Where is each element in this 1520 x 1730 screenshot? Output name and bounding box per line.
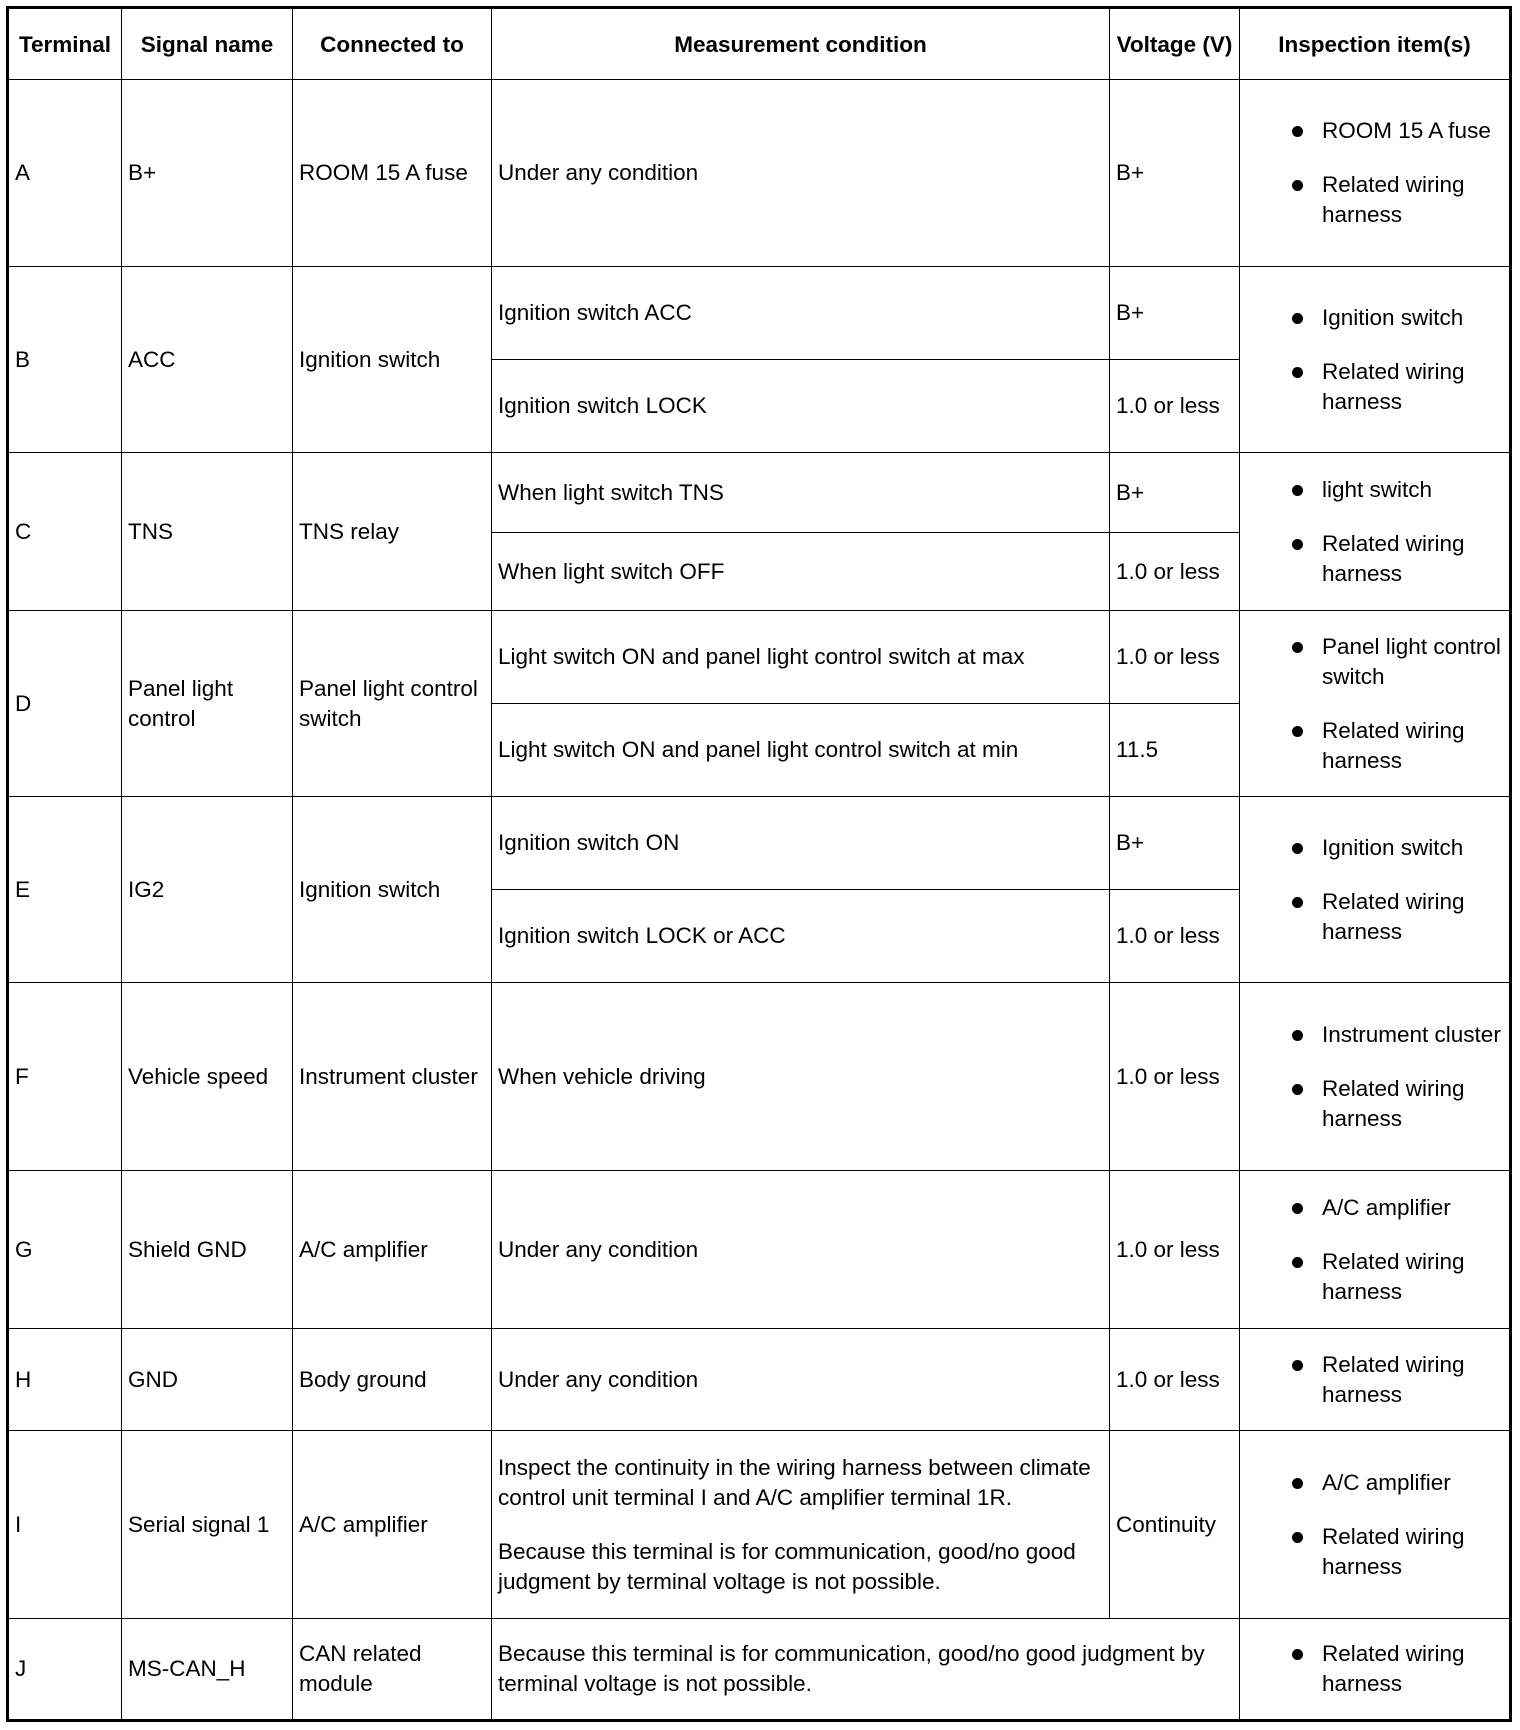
header-voltage: Voltage (V) (1110, 8, 1240, 80)
voltage-cell: 1.0 or less (1110, 890, 1240, 983)
bullet-icon (1292, 642, 1303, 653)
inspection-item (1246, 1247, 1503, 1307)
bullet-icon (1292, 1203, 1303, 1214)
bullet-icon (1292, 1360, 1303, 1371)
bullet-icon (1292, 1649, 1303, 1660)
header-row (8, 8, 1511, 80)
inspection-item (1246, 170, 1503, 230)
inspection-item-label: ROOM 15 A fuse (1322, 118, 1491, 143)
inspection-item-label: Related wiring harness (1322, 1075, 1465, 1131)
bullet-icon (1292, 1257, 1303, 1268)
header-inspection-items: Inspection item(s) (1240, 8, 1511, 80)
bullet-icon (1292, 485, 1303, 496)
inspection-item-label: Ignition switch (1322, 834, 1464, 860)
inspection-list (1246, 1350, 1503, 1410)
table-row (8, 453, 1511, 533)
inspection-item-label: light switch (1322, 476, 1433, 502)
measurement-condition-cell: When light switch OFF (492, 533, 1110, 611)
voltage-cell: Continuity (1110, 1431, 1240, 1619)
voltage-cell: 1.0 or less (1110, 611, 1240, 704)
inspection-item (1246, 303, 1503, 333)
inspection-item (1246, 116, 1503, 146)
terminal-cell: H (8, 1329, 122, 1431)
voltage-cell: 1.0 or less (1110, 983, 1240, 1171)
inspection-item-label: Instrument cluster (1322, 1021, 1501, 1047)
inspection-list (1246, 475, 1503, 589)
header-measurement-condition: Measurement condition (492, 8, 1110, 80)
connected-to-cell: A/C amplifier (293, 1431, 492, 1619)
inspection-list (1246, 1468, 1503, 1582)
table-row (8, 797, 1511, 890)
inspection-items-cell (1240, 267, 1511, 453)
measurement-condition-cell (492, 1431, 1110, 1619)
inspection-items-cell (1240, 1431, 1511, 1619)
inspection-item (1246, 529, 1503, 589)
table-row (8, 267, 1511, 360)
connected-to-cell: Panel light control switch (293, 611, 492, 797)
inspection-item (1246, 1522, 1503, 1582)
document (6, 6, 1512, 1722)
header-signal-name: Signal name (122, 8, 293, 80)
inspection-items-cell (1240, 983, 1511, 1171)
signal-name-cell: Shield GND (122, 1171, 293, 1329)
inspection-item (1246, 1074, 1503, 1134)
table-row (8, 1329, 1511, 1431)
measurement-condition-cell: Under any condition (492, 80, 1110, 267)
terminal-cell: E (8, 797, 122, 983)
voltage-cell: B+ (1110, 80, 1240, 267)
connected-to-cell: A/C amplifier (293, 1171, 492, 1329)
signal-name-cell: ACC (122, 267, 293, 453)
bullet-icon (1292, 367, 1303, 378)
bullet-icon (1292, 726, 1303, 737)
inspection-item-label: A/C amplifier (1322, 1469, 1451, 1495)
inspection-items-cell (1240, 80, 1511, 267)
inspection-item (1246, 1193, 1503, 1223)
voltage-cell: 1.0 or less (1110, 1171, 1240, 1329)
bullet-icon (1292, 1030, 1303, 1041)
terminal-cell: G (8, 1171, 122, 1329)
inspection-item-label: Related wiring harness (1322, 530, 1465, 586)
bullet-icon (1292, 897, 1303, 908)
terminal-cell: F (8, 983, 122, 1171)
bullet-icon (1292, 1478, 1303, 1489)
inspection-items-cell (1240, 797, 1511, 983)
measurement-condition-cell: When vehicle driving (492, 983, 1110, 1171)
signal-name-cell: Vehicle speed (122, 983, 293, 1171)
table-row (8, 1619, 1511, 1721)
inspection-item (1246, 475, 1503, 505)
inspection-item-label: Related wiring harness (1322, 1523, 1465, 1579)
voltage-cell: 1.0 or less (1110, 1329, 1240, 1431)
signal-name-cell: B+ (122, 80, 293, 267)
inspection-item (1246, 632, 1503, 692)
inspection-item-label: Related wiring harness (1322, 1351, 1465, 1407)
inspection-item (1246, 833, 1503, 863)
inspection-list (1246, 632, 1503, 776)
terminal-cell: I (8, 1431, 122, 1619)
bullet-icon (1292, 539, 1303, 550)
table-row (8, 983, 1511, 1171)
measurement-condition-cell: Ignition switch LOCK or ACC (492, 890, 1110, 983)
table-row (8, 80, 1511, 267)
header-connected-to: Connected to (293, 8, 492, 80)
inspection-items-cell (1240, 1619, 1511, 1721)
bullet-icon (1292, 313, 1303, 324)
voltage-cell: 11.5 (1110, 704, 1240, 797)
inspection-list (1246, 116, 1503, 230)
measurement-condition-cell: Under any condition (492, 1171, 1110, 1329)
bullet-icon (1292, 843, 1303, 854)
measurement-paragraph: Inspect the continuity in the wiring harness between climate control unit terminal I and A/C amplifier terminal 1R. (498, 1454, 1091, 1510)
inspection-list (1246, 303, 1503, 417)
bullet-icon (1292, 180, 1303, 191)
inspection-item (1246, 1350, 1503, 1410)
signal-name-cell: GND (122, 1329, 293, 1431)
inspection-items-cell (1240, 1171, 1511, 1329)
measurement-condition-cell: Ignition switch ON (492, 797, 1110, 890)
inspection-item-label: Related wiring harness (1322, 172, 1465, 227)
voltage-cell: B+ (1110, 453, 1240, 533)
terminal-cell: D (8, 611, 122, 797)
terminal-cell: J (8, 1619, 122, 1721)
inspection-list (1246, 1193, 1503, 1307)
inspection-item-label: Ignition switch (1322, 304, 1464, 330)
inspection-items-cell (1240, 1329, 1511, 1431)
connected-to-cell: Ignition switch (293, 267, 492, 453)
table-row (8, 1171, 1511, 1329)
measurement-condition-cell: Light switch ON and panel light control switch at max (492, 611, 1110, 704)
signal-name-cell: IG2 (122, 797, 293, 983)
bullet-icon (1292, 1084, 1303, 1095)
connected-to-cell: Ignition switch (293, 797, 492, 983)
inspection-list (1246, 1020, 1503, 1134)
measurement-condition-cell: Under any condition (492, 1329, 1110, 1431)
terminal-cell: B (8, 267, 122, 453)
inspection-item (1246, 887, 1503, 947)
measurement-paragraph: Because this terminal is for communication, good/no good judgment by terminal voltage is not possible. (498, 1538, 1076, 1594)
measurement-condition-cell: Because this terminal is for communication, good/no good judgment by terminal voltage is not possible. (492, 1619, 1240, 1721)
connected-to-cell: Body ground (293, 1329, 492, 1431)
signal-name-cell: Panel light control (122, 611, 293, 797)
table-row (8, 1431, 1511, 1619)
connected-to-cell: ROOM 15 A fuse (293, 80, 492, 267)
voltage-cell: 1.0 or less (1110, 533, 1240, 611)
signal-name-cell: TNS (122, 453, 293, 611)
inspection-item (1246, 357, 1503, 417)
inspection-items-cell (1240, 453, 1511, 611)
connected-to-cell: Instrument cluster (293, 983, 492, 1171)
header-terminal: Terminal (8, 8, 122, 80)
bullet-icon (1292, 126, 1303, 137)
voltage-cell: B+ (1110, 267, 1240, 360)
inspection-item-label: Panel light control switch (1322, 633, 1501, 689)
measurement-condition-cell: Light switch ON and panel light control switch at min (492, 704, 1110, 797)
inspection-list (1246, 833, 1503, 947)
inspection-item-label: A/C amplifier (1322, 1194, 1451, 1220)
inspection-item (1246, 1468, 1503, 1498)
inspection-item-label: Related wiring harness (1322, 888, 1465, 944)
connected-to-cell: TNS relay (293, 453, 492, 611)
bullet-icon (1292, 1532, 1303, 1543)
voltage-cell: B+ (1110, 797, 1240, 890)
table-row (8, 611, 1511, 704)
inspection-item-label: Related wiring harness (1322, 1641, 1465, 1696)
terminal-cell: A (8, 80, 122, 267)
inspection-item-label: Related wiring harness (1322, 1248, 1465, 1304)
signal-name-cell: Serial signal 1 (122, 1431, 293, 1619)
terminal-spec-table (6, 6, 1512, 1722)
connected-to-cell: CAN related module (293, 1619, 492, 1721)
inspection-item (1246, 1020, 1503, 1050)
inspection-item (1246, 1639, 1503, 1699)
inspection-item (1246, 716, 1503, 776)
measurement-condition-cell: When light switch TNS (492, 453, 1110, 533)
inspection-item-label: Related wiring harness (1322, 358, 1465, 414)
terminal-cell: C (8, 453, 122, 611)
measurement-condition-cell: Ignition switch LOCK (492, 360, 1110, 453)
inspection-list (1246, 1639, 1503, 1699)
measurement-condition-cell: Ignition switch ACC (492, 267, 1110, 360)
inspection-items-cell (1240, 611, 1511, 797)
voltage-cell: 1.0 or less (1110, 360, 1240, 453)
signal-name-cell: MS-CAN_H (122, 1619, 293, 1721)
table-body (8, 80, 1511, 1721)
inspection-item-label: Related wiring harness (1322, 717, 1465, 773)
